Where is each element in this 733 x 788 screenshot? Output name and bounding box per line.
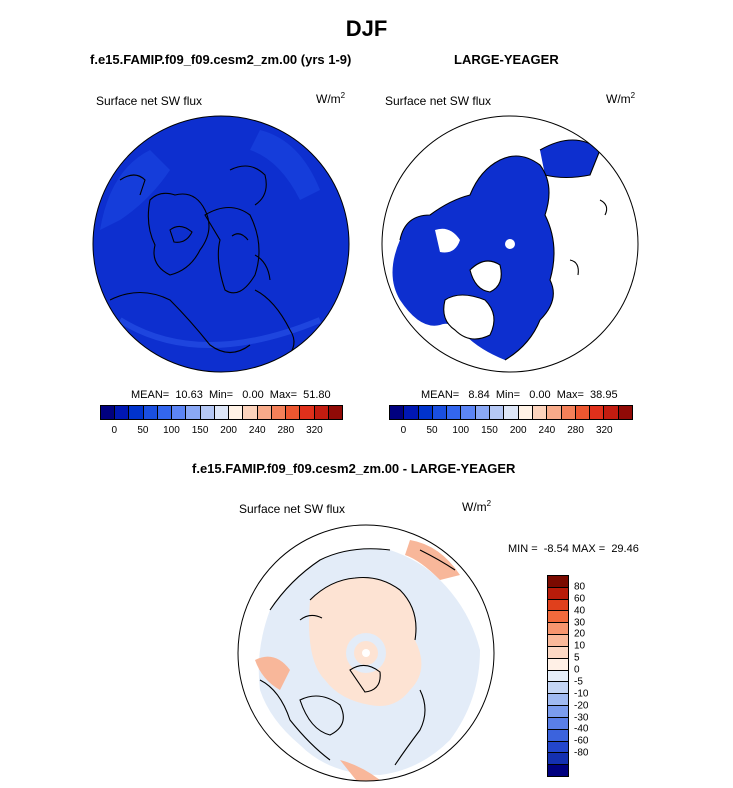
panel3-colorbar xyxy=(547,575,569,777)
panel3-colorbar-swatch xyxy=(548,682,568,694)
panel2-colorbar-tick-label: 320 xyxy=(595,425,613,436)
panel2-colorbar-swatch xyxy=(404,406,418,419)
panel1-colorbar-ticks xyxy=(100,425,343,439)
panel1-colorbar xyxy=(100,405,343,420)
panel2-colorbar-swatch xyxy=(447,406,461,419)
panel3-variable-label: Surface net SW flux xyxy=(239,502,346,516)
map-panel1 xyxy=(93,116,349,372)
panel3-colorbar-tick-label: -20 xyxy=(574,700,589,712)
panel2-colorbar-swatch xyxy=(490,406,504,419)
map-panel3 xyxy=(238,525,494,785)
panel3-colorbar-tick-label: 30 xyxy=(574,617,586,629)
panel1-colorbar-swatch xyxy=(115,406,129,419)
panel2-variable-label: Surface net SW flux xyxy=(385,94,492,108)
panel3-colorbar-tick-label: 20 xyxy=(574,628,586,640)
panel1-colorbar-tick-label: 100 xyxy=(163,425,180,436)
panel1-colorbar-swatch xyxy=(129,406,143,419)
panel2-colorbar-swatch xyxy=(419,406,433,419)
panel2-colorbar-swatch xyxy=(576,406,590,419)
panel1-colorbar-tick-label: 150 xyxy=(191,425,209,436)
panel2-colorbar-swatch xyxy=(461,406,475,419)
panel3-colorbar-tick-label: 60 xyxy=(574,593,586,605)
panel3-colorbar-tick-label: 0 xyxy=(574,664,580,676)
map-panel2 xyxy=(382,116,638,372)
panel3-colorbar-swatch xyxy=(548,742,568,754)
panel3-units: $W/m^2$ xyxy=(462,499,492,514)
map2-pole-hole xyxy=(505,239,515,249)
panel1-stats: MEAN= 10.63 Min= 0.00 Max= 51.80 xyxy=(131,389,331,401)
panel3-colorbar-swatch xyxy=(548,600,568,612)
panel2-units: $W/m^2$ xyxy=(606,91,636,106)
panel3-colorbar-tick-label: 80 xyxy=(574,581,586,593)
panel3-colorbar-tick-label: 5 xyxy=(574,652,580,664)
panel3-colorbar-tick-label: -10 xyxy=(574,688,589,700)
panel3-colorbar-swatch xyxy=(548,659,568,671)
panel3-colorbar-swatch xyxy=(548,694,568,706)
panel2-colorbar-swatch xyxy=(604,406,618,419)
panel3-title: f.e15.FAMIP.f09_f09.cesm2_zm.00 - LARGE-YEAGER xyxy=(192,461,516,476)
panel3-colorbar-swatch xyxy=(548,730,568,742)
panel1-colorbar-swatch xyxy=(215,406,229,419)
panel1-colorbar-tick-label: 240 xyxy=(248,425,266,436)
panel1-colorbar-swatch xyxy=(243,406,257,419)
panel2-stats: MEAN= 8.84 Min= 0.00 Max= 38.95 xyxy=(421,389,618,401)
panel2-colorbar-tick-label: 200 xyxy=(509,425,527,436)
map1-field xyxy=(93,116,349,372)
panel2-colorbar-tick-label: 150 xyxy=(481,425,498,436)
panel3-stats: MIN = -8.54 MAX = 29.46 xyxy=(508,543,639,555)
panel1-colorbar-tick-label: 50 xyxy=(137,425,149,436)
panel3-colorbar-tick-label: 10 xyxy=(574,640,586,652)
panel1-colorbar-tick-label: 320 xyxy=(306,425,323,436)
panel1-colorbar-swatch xyxy=(286,406,300,419)
panel3-colorbar-swatch xyxy=(548,647,568,659)
panel2-colorbar-swatch xyxy=(619,406,632,419)
panel3-colorbar-swatch xyxy=(548,765,568,776)
panel1-colorbar-swatch xyxy=(158,406,172,419)
panel2-colorbar-swatch xyxy=(504,406,518,419)
panel1-colorbar-swatch xyxy=(300,406,314,419)
panel2-colorbar xyxy=(389,405,633,420)
panel2-colorbar-tick-label: 240 xyxy=(538,425,556,436)
panel1-colorbar-swatch xyxy=(144,406,158,419)
panel3-colorbar-ticks xyxy=(574,575,614,777)
panel2-colorbar-swatch xyxy=(433,406,447,419)
panel3-colorbar-swatch xyxy=(548,753,568,765)
panel2-colorbar-swatch xyxy=(476,406,490,419)
panel2-colorbar-swatch xyxy=(519,406,533,419)
panel1-colorbar-swatch xyxy=(329,406,342,419)
panel3-colorbar-swatch xyxy=(548,611,568,623)
panel1-units: $W/m^2$ xyxy=(316,91,346,106)
panel2-colorbar-swatch xyxy=(547,406,561,419)
panel1-colorbar-swatch xyxy=(172,406,186,419)
panel2-colorbar-tick-label: 0 xyxy=(400,425,407,436)
panel3-colorbar-tick-label: 40 xyxy=(574,605,586,617)
panel1-colorbar-swatch xyxy=(101,406,115,419)
panel2-colorbar-swatch xyxy=(390,406,404,419)
panel1-colorbar-swatch xyxy=(315,406,329,419)
panel3-colorbar-swatch xyxy=(548,718,568,730)
panel3-colorbar-swatch xyxy=(548,576,568,588)
panel1-colorbar-tick-label: 200 xyxy=(220,425,237,436)
panel3-colorbar-swatch xyxy=(548,671,568,683)
panel2-colorbar-tick-label: 280 xyxy=(567,425,584,436)
panel2-title: LARGE-YEAGER xyxy=(454,52,559,67)
panel3-colorbar-tick-label: -80 xyxy=(574,747,589,759)
panel1-colorbar-swatch xyxy=(186,406,200,419)
panel1-colorbar-swatch xyxy=(272,406,286,419)
panel2-colorbar-tick-label: 50 xyxy=(426,425,438,436)
panel3-colorbar-swatch xyxy=(548,623,568,635)
panel3-colorbar-swatch xyxy=(548,588,568,600)
panel2-colorbar-swatch xyxy=(533,406,547,419)
panel1-colorbar-tick-label: 280 xyxy=(277,425,295,436)
panel2-colorbar-tick-label: 100 xyxy=(452,425,470,436)
panel3-colorbar-swatch xyxy=(548,706,568,718)
panel2-colorbar-swatch xyxy=(590,406,604,419)
panel3-colorbar-tick-label: -60 xyxy=(574,735,589,747)
panel1-colorbar-swatch xyxy=(201,406,215,419)
map3-pole-hole xyxy=(362,649,370,657)
panel2-colorbar-ticks xyxy=(389,425,633,439)
figure-title: DJF xyxy=(345,16,388,41)
panel3-colorbar-tick-label: -5 xyxy=(574,676,583,688)
panel3-colorbar-tick-label: -40 xyxy=(574,723,589,735)
panel2-colorbar-swatch xyxy=(562,406,576,419)
panel1-colorbar-tick-label: 0 xyxy=(111,425,118,436)
panel1-colorbar-swatch xyxy=(229,406,243,419)
panel3-colorbar-swatch xyxy=(548,635,568,647)
panel1-title: f.e15.FAMIP.f09_f09.cesm2_zm.00 (yrs 1-9) xyxy=(90,52,352,67)
panel3-colorbar-tick-label: -30 xyxy=(574,712,589,724)
panel1-variable-label: Surface net SW flux xyxy=(96,94,203,108)
panel1-colorbar-swatch xyxy=(258,406,272,419)
